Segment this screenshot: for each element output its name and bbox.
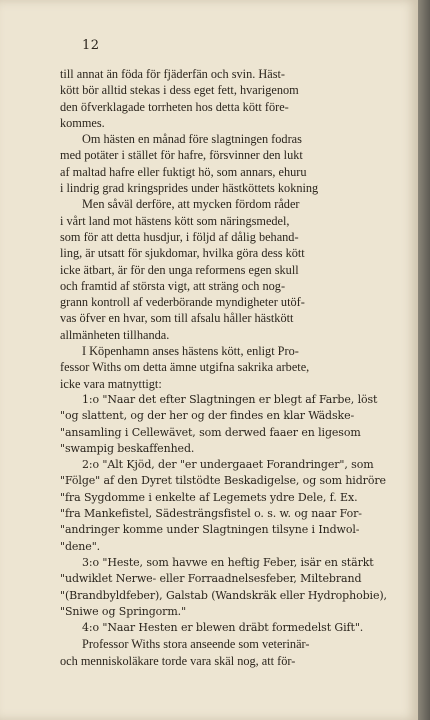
text-line: grann kontroll af vederbörande myndigheter utöf- [60, 295, 305, 310]
text-line: till annat än föda för fjäderfän och svin. Häst- [60, 67, 286, 81]
text-line: och framtid af största vigt, att sträng och nog- [60, 278, 286, 293]
text-line: "andringer komme under Slagtningen tilsyne i Indwol- [60, 523, 360, 537]
body-text [60, 66, 396, 669]
page-number: 12 [82, 38, 100, 53]
text-line: i lindrig grad kringsprides under hästköttets kokning [60, 181, 319, 196]
text-line: vas öfver en hvar, som till afsalu håller hästkött [60, 311, 294, 326]
text-line: "swampig beskaffenhed. [60, 441, 195, 455]
text-line: icke ätbart, är för den unga reformens egen skull [60, 262, 299, 277]
text-line: kött bör alltid stekas i dess eget fett, hvarigenom [60, 83, 299, 98]
text-line: Om hästen en månad före slagtningen fodras [82, 132, 302, 147]
text-line: I Köpenhamn anses hästens kött, enligt Pro- [82, 344, 299, 359]
text-line: "dene". [60, 539, 101, 553]
text-line: "(Brandbyldfeber), Galstab (Wandskräk eller Hydrophobie), [60, 588, 387, 602]
text-line: den öfverklagade torrheten hos detta kött före- [60, 99, 289, 114]
page-edge [418, 0, 430, 720]
text-line: 4:o "Naar Hesten er blewen dräbt formedelst Gift". [82, 621, 364, 635]
text-line: 1:o "Naar det efter Slagtningen er blegt af Farbe, löst [82, 392, 378, 406]
text-line: fessor Withs om detta ämne utgifna sakrika arbete, [60, 360, 310, 375]
text-line: "fra Sygdomme i enkelte af Legemets ydre Dele, f. Ex. [60, 490, 358, 504]
text-line: "og slattent, og der her og der findes en klar Wädske- [60, 409, 355, 423]
text-line: med potäter i stället för hafre, försvinner den lukt [60, 148, 303, 163]
text-line: icke vara matnyttigt: [60, 376, 162, 391]
text-line: Men såväl derföre, att mycken fördom råder [82, 197, 300, 212]
text-line: af maltad hafre eller fuktigt hö, som annars, ehuru [60, 164, 307, 179]
text-line: ling, är utsatt för sjukdomar, hvilka göra dess kött [60, 246, 305, 261]
text-line: allmänheten tillhanda. [60, 327, 170, 342]
text-line: Professor Withs stora anseende som veterinär- [82, 637, 310, 652]
text-line: i vårt land mot hästens kött som näringsmedel, [60, 213, 290, 228]
text-line: "udwiklet Nerwe- eller Forraadnelsesfeber, Miltebrand [60, 572, 362, 586]
text-line: "Sniwe og Springorm." [60, 604, 187, 618]
text-line: och menniskoläkare torde vara skäl nog, att för- [60, 653, 296, 668]
text-line: som för att detta husdjur, i följd af dålig behand- [60, 229, 299, 244]
text-line: "fra Mankefistel, Sädesträngsfistel o. s. w. og naar For- [60, 507, 362, 521]
text-line: kommes. [60, 115, 105, 130]
text-line: 3:o "Heste, som havwe en heftig Feber, isär en stärkt [82, 555, 374, 569]
text-line: "Fölge" af den Dyret tilstödte Beskadigelse, og som hidröre [60, 474, 386, 488]
text-line: "ansamling i Cellewävet, som derwed faaer en ligesom [60, 425, 361, 439]
text-line: 2:o "Alt Kjöd, der "er undergaaet Forandringer", som [82, 458, 374, 472]
